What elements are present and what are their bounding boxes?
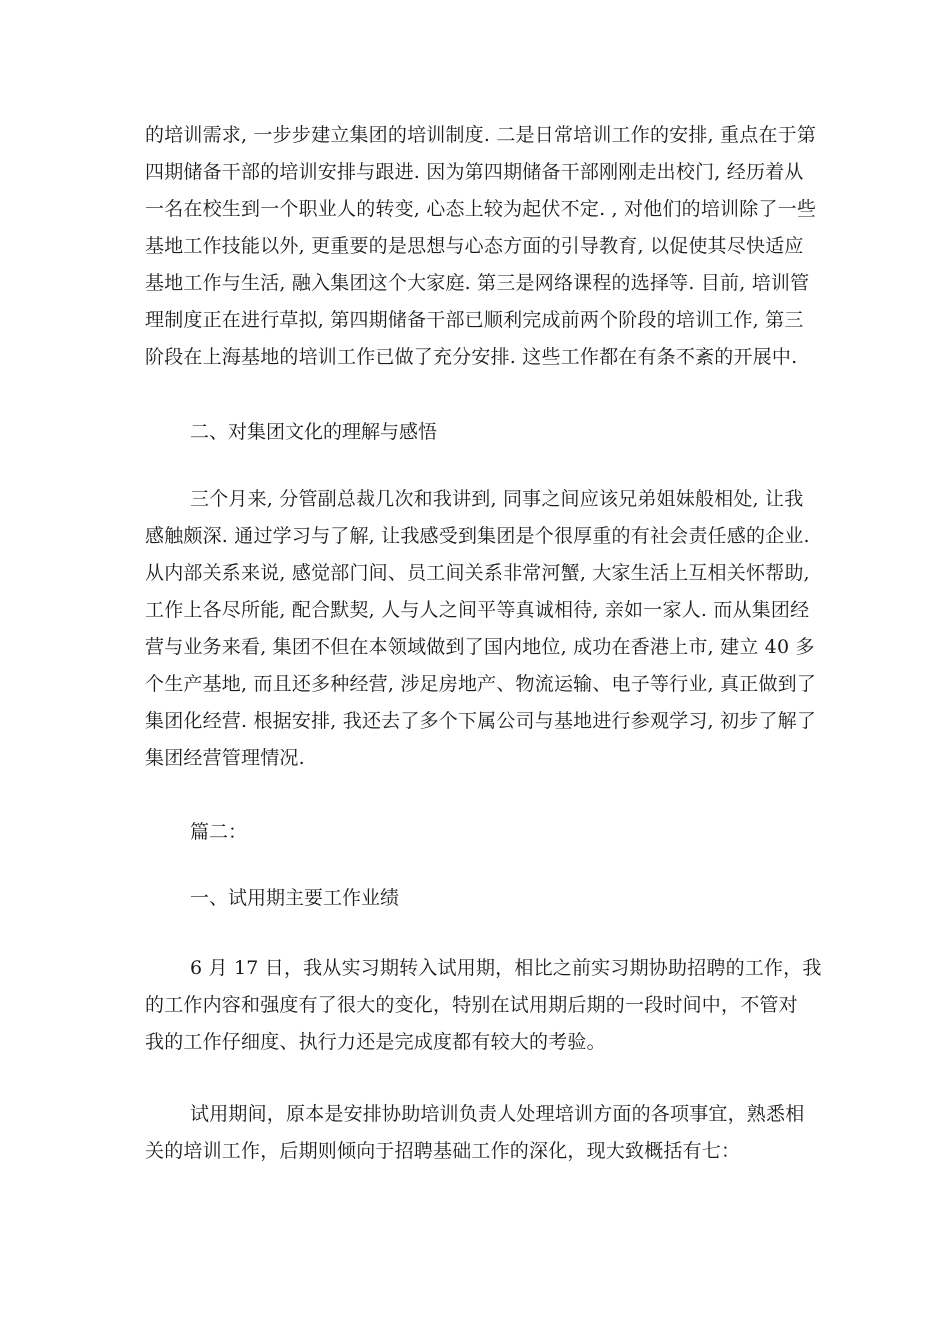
paragraph-line: 关的培训工作，后期则倾向于招聘基础工作的深化，现大致概括有七：: [145, 1140, 741, 1162]
paragraph-line: 理制度正在进行草拟, 第四期储备干部已顺利完成前两个阶段的培训工作, 第三: [145, 309, 804, 331]
paragraph-line: 感触颇深. 通过学习与了解, 让我感受到集团是个很厚重的有社会责任感的企业.: [145, 525, 810, 547]
paragraph-line: 集团经营管理情况.: [145, 747, 305, 769]
paragraph-line: 我的工作仔细度、执行力还是完成度都有较大的考验。: [145, 1031, 606, 1053]
paragraph-line-text: 试用期间，原本是安排协助培训负责人处理培训方面的各项事宜，熟悉相: [190, 1103, 805, 1125]
paragraph-line: 个生产基地, 而且还多种经营, 涉足房地产、物流运输、电子等行业, 真正做到了: [145, 673, 817, 695]
paragraph-line: 的培训需求, 一步步建立集团的培训制度. 二是日常培训工作的安排, 重点在于第: [145, 124, 817, 146]
paragraph-line: 集团化经营. 根据安排, 我还去了多个下属公司与基地进行参观学习, 初步了解了: [145, 710, 817, 732]
section-heading-culture: 二、对集团文化的理解与感悟: [190, 421, 438, 443]
paragraph-line: 四期储备干部的培训安排与跟进. 因为第四期储备干部刚刚走出校门, 经历着从: [145, 161, 804, 183]
paragraph-line: 基地工作与生活, 融入集团这个大家庭. 第三是网络课程的选择等. 目前, 培训管: [145, 272, 810, 294]
paragraph-line: [145, 950, 822, 987]
paragraph-line: 从内部关系来说, 感觉部门间、员工间关系非常河蟹, 大家生活上互相关怀帮助,: [145, 562, 810, 584]
paragraph-line: 工作上各尽所能, 配合默契, 人与人之间平等真诚相待, 亲如一家人. 而从集团经: [145, 599, 810, 621]
paragraph-line: [145, 481, 807, 518]
paragraph-line: 阶段在上海基地的培训工作已做了充分安排. 这些工作都在有条不紊的开展中.: [145, 346, 798, 368]
section-heading-part-two: 篇二：: [190, 821, 248, 843]
paragraph-line: 一名在校生到一个职业人的转变, 心态上较为起伏不定. , 对他们的培训除了一些: [145, 198, 817, 220]
paragraph-line: 基地工作技能以外, 更重要的是思想与心态方面的引导教育, 以促使其尽快适应: [145, 235, 804, 257]
paragraph-line: 营与业务来看, 集团不但在本领域做到了国内地位, 成功在香港上市, 建立 40 多: [145, 636, 815, 658]
paragraph-line: 的工作内容和强度有了很大的变化，特别在试用期后期的一段时间中，不管对: [145, 994, 798, 1016]
paragraph-probation-duties: [145, 1096, 807, 1170]
paragraph-culture: [145, 481, 817, 777]
paragraph-probation: [145, 950, 822, 1061]
section-heading-performance: 一、试用期主要工作业绩: [190, 887, 400, 909]
paragraph-line-text: 三个月来, 分管副总裁几次和我讲到, 同事之间应该兄弟姐妹般相处, 让我: [190, 488, 804, 510]
paragraph-training-plan: [145, 117, 817, 376]
paragraph-line-text: 6 月 17 日，我从实习期转入试用期，相比之前实习期协助招聘的工作，我: [190, 957, 822, 979]
paragraph-line: [145, 1096, 807, 1133]
